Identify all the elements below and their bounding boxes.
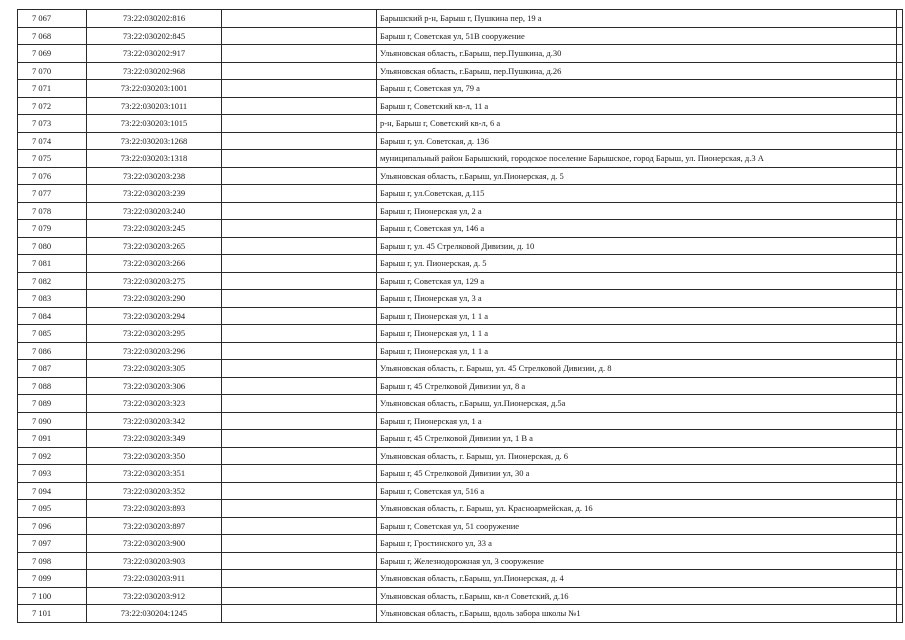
empty-cell <box>222 150 377 168</box>
empty-cell <box>222 202 377 220</box>
table-row <box>18 535 903 553</box>
cadastral-number-cell: 73:22:030203:239 <box>87 185 222 203</box>
row-number-cell: 7 100 <box>18 587 87 605</box>
row-number-cell: 7 069 <box>18 45 87 63</box>
end-cell <box>897 482 903 500</box>
empty-cell <box>222 570 377 588</box>
end-cell <box>897 80 903 98</box>
empty-cell <box>222 447 377 465</box>
row-number-cell: 7 101 <box>18 605 87 623</box>
end-cell <box>897 97 903 115</box>
empty-cell <box>222 535 377 553</box>
table-row <box>18 342 903 360</box>
empty-cell <box>222 45 377 63</box>
end-cell <box>897 465 903 483</box>
table-row <box>18 552 903 570</box>
cadastral-number-cell: 73:22:030204:1245 <box>87 605 222 623</box>
address-cell: Барыш г, Пионерская ул, 3 а <box>377 290 897 308</box>
cadastral-number-cell: 73:22:030203:911 <box>87 570 222 588</box>
table-row <box>18 10 903 28</box>
table-row <box>18 80 903 98</box>
cadastral-number-cell: 73:22:030202:968 <box>87 62 222 80</box>
row-number-cell: 7 072 <box>18 97 87 115</box>
end-cell <box>897 255 903 273</box>
row-number-cell: 7 080 <box>18 237 87 255</box>
cadastral-number-cell: 73:22:030203:349 <box>87 430 222 448</box>
table-row <box>18 570 903 588</box>
cadastral-number-cell: 73:22:030202:917 <box>87 45 222 63</box>
table-row <box>18 517 903 535</box>
table-row <box>18 150 903 168</box>
end-cell <box>897 447 903 465</box>
row-number-cell: 7 092 <box>18 447 87 465</box>
table-row <box>18 132 903 150</box>
end-cell <box>897 307 903 325</box>
end-cell <box>897 430 903 448</box>
end-cell <box>897 27 903 45</box>
empty-cell <box>222 237 377 255</box>
end-cell <box>897 62 903 80</box>
cadastral-number-cell: 73:22:030203:323 <box>87 395 222 413</box>
address-cell: Барыш г, Пионерская ул, 1 1 а <box>377 342 897 360</box>
row-number-cell: 7 095 <box>18 500 87 518</box>
table-row <box>18 500 903 518</box>
end-cell <box>897 150 903 168</box>
cadastral-number-cell: 73:22:030203:240 <box>87 202 222 220</box>
end-cell <box>897 517 903 535</box>
cadastral-number-cell: 73:22:030203:1318 <box>87 150 222 168</box>
empty-cell <box>222 62 377 80</box>
end-cell <box>897 290 903 308</box>
address-cell: Ульяновская область, г.Барыш, ул.Пионерская, д. 5 <box>377 167 897 185</box>
address-cell: Ульяновская область, г. Барыш, ул. 45 Стрелковой Дивизии, д. 8 <box>377 360 897 378</box>
empty-cell <box>222 342 377 360</box>
cadastral-number-cell: 73:22:030203:1015 <box>87 115 222 133</box>
cadastral-number-cell: 73:22:030203:245 <box>87 220 222 238</box>
address-cell: Ульяновская область, г.Барыш, ул.Пионерская, д.5а <box>377 395 897 413</box>
empty-cell <box>222 377 377 395</box>
end-cell <box>897 587 903 605</box>
end-cell <box>897 360 903 378</box>
empty-cell <box>222 167 377 185</box>
row-number-cell: 7 067 <box>18 10 87 28</box>
empty-cell <box>222 307 377 325</box>
table-row <box>18 272 903 290</box>
empty-cell <box>222 220 377 238</box>
row-number-cell: 7 088 <box>18 377 87 395</box>
table-row <box>18 360 903 378</box>
address-cell: Барыш г, ул. 45 Стрелковой Дивизии, д. 10 <box>377 237 897 255</box>
end-cell <box>897 220 903 238</box>
table-row <box>18 395 903 413</box>
table-row <box>18 237 903 255</box>
address-cell: Барыш г, Советская ул, 51В сооружение <box>377 27 897 45</box>
cadastral-number-cell: 73:22:030203:903 <box>87 552 222 570</box>
empty-cell <box>222 97 377 115</box>
empty-cell <box>222 10 377 28</box>
row-number-cell: 7 082 <box>18 272 87 290</box>
row-number-cell: 7 096 <box>18 517 87 535</box>
address-cell: Барыш г, Пионерская ул, 1 1 а <box>377 307 897 325</box>
address-cell: Ульяновская область, г.Барыш, пер.Пушкина, д.26 <box>377 62 897 80</box>
empty-cell <box>222 272 377 290</box>
address-cell: Барыш г, ул. Пионерская, д. 5 <box>377 255 897 273</box>
empty-cell <box>222 185 377 203</box>
address-cell: Барыш г, Советская ул, 79 а <box>377 80 897 98</box>
empty-cell <box>222 465 377 483</box>
empty-cell <box>222 587 377 605</box>
address-cell: Барыш г, 45 Стрелковой Дивизии ул, 30 а <box>377 465 897 483</box>
empty-cell <box>222 360 377 378</box>
table-row <box>18 185 903 203</box>
table-row <box>18 62 903 80</box>
cadastral-number-cell: 73:22:030203:294 <box>87 307 222 325</box>
table-row <box>18 167 903 185</box>
cadastral-number-cell: 73:22:030203:342 <box>87 412 222 430</box>
row-number-cell: 7 073 <box>18 115 87 133</box>
row-number-cell: 7 070 <box>18 62 87 80</box>
row-number-cell: 7 086 <box>18 342 87 360</box>
row-number-cell: 7 078 <box>18 202 87 220</box>
address-cell: Барыш г, Пионерская ул, 1 а <box>377 412 897 430</box>
row-number-cell: 7 094 <box>18 482 87 500</box>
end-cell <box>897 202 903 220</box>
cadastral-number-cell: 73:22:030202:845 <box>87 27 222 45</box>
row-number-cell: 7 076 <box>18 167 87 185</box>
table-row <box>18 447 903 465</box>
table-row <box>18 27 903 45</box>
table-row <box>18 307 903 325</box>
cadastral-number-cell: 73:22:030203:265 <box>87 237 222 255</box>
end-cell <box>897 45 903 63</box>
row-number-cell: 7 071 <box>18 80 87 98</box>
address-cell: Барыш г, ул.Советская, д.115 <box>377 185 897 203</box>
address-cell: Барыш г, Пионерская ул, 2 а <box>377 202 897 220</box>
table-row <box>18 377 903 395</box>
end-cell <box>897 10 903 28</box>
cadastral-number-cell: 73:22:030203:306 <box>87 377 222 395</box>
address-cell: Барыш г, Гростинского ул, 33 а <box>377 535 897 553</box>
end-cell <box>897 605 903 623</box>
address-cell: Барыш г, Советский кв-л, 11 а <box>377 97 897 115</box>
row-number-cell: 7 084 <box>18 307 87 325</box>
end-cell <box>897 535 903 553</box>
address-cell: р-н, Барыш г, Советский кв-л, 6 а <box>377 115 897 133</box>
empty-cell <box>222 517 377 535</box>
row-number-cell: 7 091 <box>18 430 87 448</box>
row-number-cell: 7 075 <box>18 150 87 168</box>
empty-cell <box>222 500 377 518</box>
cadastral-number-cell: 73:22:030203:893 <box>87 500 222 518</box>
address-cell: Ульяновская область, г. Барыш, ул. Красноармейская, д. 16 <box>377 500 897 518</box>
table-row <box>18 587 903 605</box>
table-body <box>18 10 903 623</box>
empty-cell <box>222 412 377 430</box>
property-register-table <box>17 9 903 623</box>
empty-cell <box>222 27 377 45</box>
row-number-cell: 7 089 <box>18 395 87 413</box>
end-cell <box>897 132 903 150</box>
empty-cell <box>222 430 377 448</box>
address-cell: Барыш г, Советская ул, 129 а <box>377 272 897 290</box>
row-number-cell: 7 081 <box>18 255 87 273</box>
cadastral-number-cell: 73:22:030203:295 <box>87 325 222 343</box>
row-number-cell: 7 097 <box>18 535 87 553</box>
empty-cell <box>222 395 377 413</box>
end-cell <box>897 167 903 185</box>
end-cell <box>897 395 903 413</box>
empty-cell <box>222 482 377 500</box>
end-cell <box>897 500 903 518</box>
cadastral-number-cell: 73:22:030203:1268 <box>87 132 222 150</box>
cadastral-number-cell: 73:22:030203:897 <box>87 517 222 535</box>
cadastral-number-cell: 73:22:030203:290 <box>87 290 222 308</box>
cadastral-number-cell: 73:22:030203:352 <box>87 482 222 500</box>
table-row <box>18 115 903 133</box>
empty-cell <box>222 115 377 133</box>
address-cell: Барыш г, Советская ул, 516 а <box>377 482 897 500</box>
cadastral-number-cell: 73:22:030203:1001 <box>87 80 222 98</box>
end-cell <box>897 237 903 255</box>
table-row <box>18 482 903 500</box>
address-cell: Барыш г, Советская ул, 146 а <box>377 220 897 238</box>
table-row <box>18 290 903 308</box>
end-cell <box>897 115 903 133</box>
empty-cell <box>222 132 377 150</box>
cadastral-number-cell: 73:22:030203:296 <box>87 342 222 360</box>
table-row <box>18 325 903 343</box>
empty-cell <box>222 290 377 308</box>
address-cell: муниципальный район Барышский, городское поселение Барышское, город Барыш, ул. Пионерская, д.3 А <box>377 150 897 168</box>
cadastral-number-cell: 73:22:030203:238 <box>87 167 222 185</box>
row-number-cell: 7 093 <box>18 465 87 483</box>
row-number-cell: 7 068 <box>18 27 87 45</box>
table-row <box>18 255 903 273</box>
table-row <box>18 465 903 483</box>
row-number-cell: 7 098 <box>18 552 87 570</box>
table-row <box>18 220 903 238</box>
table-row <box>18 605 903 623</box>
address-cell: Ульяновская область, г.Барыш, пер.Пушкина, д.30 <box>377 45 897 63</box>
address-cell: Барыш г, ул. Советская, д. 136 <box>377 132 897 150</box>
address-cell: Барыш г, Советская ул, 51 сооружение <box>377 517 897 535</box>
table-row <box>18 430 903 448</box>
table-row <box>18 45 903 63</box>
table-row <box>18 202 903 220</box>
row-number-cell: 7 077 <box>18 185 87 203</box>
end-cell <box>897 570 903 588</box>
address-cell: Барыш г, 45 Стрелковой Дивизии ул, 8 а <box>377 377 897 395</box>
empty-cell <box>222 80 377 98</box>
cadastral-number-cell: 73:22:030203:350 <box>87 447 222 465</box>
end-cell <box>897 552 903 570</box>
empty-cell <box>222 255 377 273</box>
cadastral-number-cell: 73:22:030203:305 <box>87 360 222 378</box>
row-number-cell: 7 083 <box>18 290 87 308</box>
end-cell <box>897 325 903 343</box>
end-cell <box>897 272 903 290</box>
cadastral-number-cell: 73:22:030203:266 <box>87 255 222 273</box>
empty-cell <box>222 605 377 623</box>
address-cell: Ульяновская область, г. Барыш, ул. Пионерская, д. 6 <box>377 447 897 465</box>
empty-cell <box>222 552 377 570</box>
address-cell: Барыш г, Пионерская ул, 1 1 а <box>377 325 897 343</box>
cadastral-number-cell: 73:22:030202:816 <box>87 10 222 28</box>
row-number-cell: 7 087 <box>18 360 87 378</box>
row-number-cell: 7 090 <box>18 412 87 430</box>
end-cell <box>897 377 903 395</box>
cadastral-number-cell: 73:22:030203:275 <box>87 272 222 290</box>
address-cell: Барыш г, Железнодорожная ул, 3 сооружение <box>377 552 897 570</box>
address-cell: Ульяновская область, г.Барыш, ул.Пионерская, д. 4 <box>377 570 897 588</box>
address-cell: Барыш г, 45 Стрелковой Дивизии ул, 1 В а <box>377 430 897 448</box>
cadastral-number-cell: 73:22:030203:1011 <box>87 97 222 115</box>
row-number-cell: 7 099 <box>18 570 87 588</box>
address-cell: Ульяновская область, г.Барыш, кв-л Советский, д.16 <box>377 587 897 605</box>
cadastral-number-cell: 73:22:030203:351 <box>87 465 222 483</box>
cadastral-number-cell: 73:22:030203:900 <box>87 535 222 553</box>
address-cell: Ульяновская область, г.Барыш, вдоль забора школы №1 <box>377 605 897 623</box>
end-cell <box>897 185 903 203</box>
table-row <box>18 412 903 430</box>
row-number-cell: 7 079 <box>18 220 87 238</box>
empty-cell <box>222 325 377 343</box>
row-number-cell: 7 085 <box>18 325 87 343</box>
row-number-cell: 7 074 <box>18 132 87 150</box>
end-cell <box>897 412 903 430</box>
table-row <box>18 97 903 115</box>
address-cell: Барышский р-н, Барыш г, Пушкина пер, 19 а <box>377 10 897 28</box>
end-cell <box>897 342 903 360</box>
cadastral-number-cell: 73:22:030203:912 <box>87 587 222 605</box>
